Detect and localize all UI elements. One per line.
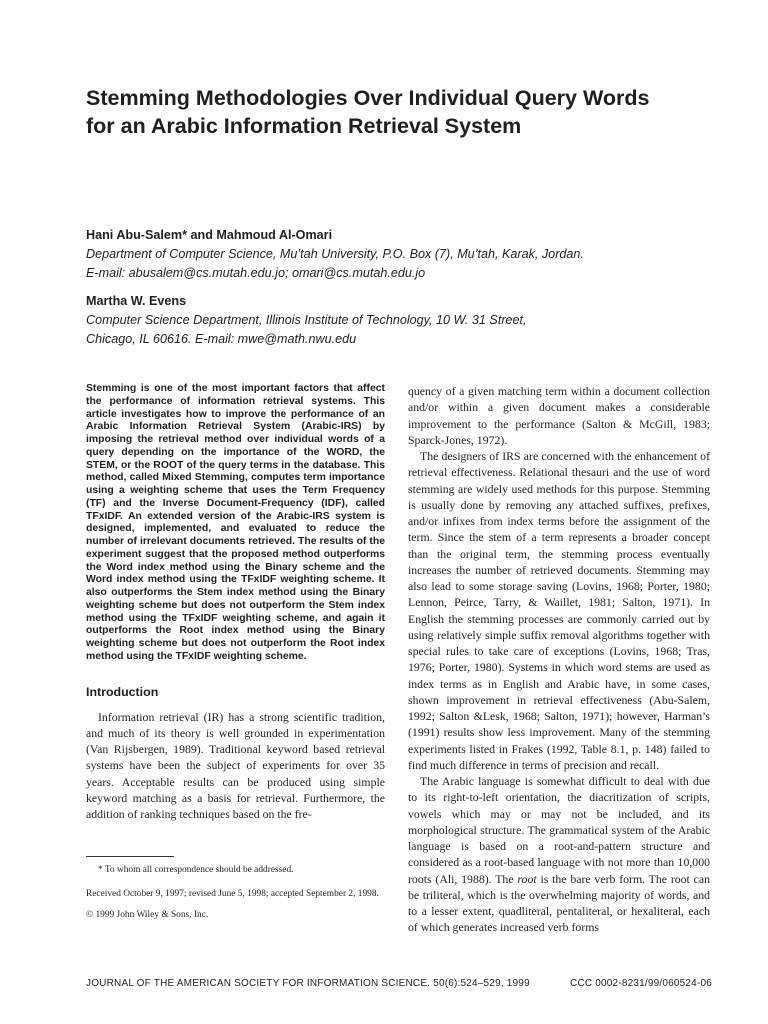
footnote-correspondence: * To whom all correspondence should be addressed. xyxy=(98,865,294,875)
footnotes xyxy=(86,864,385,930)
right-paragraph-2: The designers of IRS are concerned with the enhancement of retrieval effectiveness. Relational thesauri and the use of word stemming are widely used methods for this purpose. Stemming is usually done by removing any attached suffixes, prefixes, and/or infixes from index terms before the assignment of the term. Since the stem of a term represents a broader concept than the original term, the stemming process eventually increases the number of retrieved documents. Stemming may also lead to some storage saving (Lovins, 1968; Porter, 1980; Lennon, Peirce, Tarry, & Waillet, 1981; Salton, 1971). In English the stemming processes are commonly carried out by using relatively simple suffix removal algorithms together with special rules to take care of exceptions (Lovins, 1968; Tras, 1976; Porter, 1980). Systems in which word stems are used as index terms as in English and Arabic have, in some cases, shown improvement in retrieval effectiveness (Abu-Salem, 1992; Salton &Lesk, 1968; Salton, 1971); however, Harman’s (1991) results show less improvement. Many of the stemming experiments listed in Frakes (1992, Table 8.1, p. 148) failed to find much difference in terms of precision and recall. xyxy=(408,449,710,772)
author-names-1: Hani Abu-Salem* and Mahmoud Al-Omari xyxy=(86,228,333,242)
right-paragraph-1: quency of a given matching term within a document collection and/or within a given document makes a considerable improvement to the performance (Salton & McGill, 1983; Sparck-Jones, 1972). xyxy=(408,384,710,447)
email-1: E-mail: abusalem@cs.mutah.edu.jo; omari@cs.mutah.edu.jo xyxy=(86,266,426,280)
title-line-2: for an Arabic Information Retrieval System xyxy=(86,114,522,138)
para3-text-b: is the bare verb form. The root can be triliteral, which is the overwhelming majority of words, and to a lesser extent, quadliteral, pentaliteral, or hexaliteral, each of which generates increased verb forms xyxy=(408,871,711,935)
affiliation-2-cont: Chicago, IL 60616. E-mail: mwe@math.nwu.edu xyxy=(86,332,357,346)
right-paragraph-3 xyxy=(408,773,710,936)
title-line-1: Stemming Methodologies Over Individual Query Words xyxy=(86,86,650,110)
affiliation-2: Computer Science Department, Illinois Institute of Technology, 10 W. 31 Street, xyxy=(86,313,527,327)
footer-journal: JOURNAL OF THE AMERICAN SOCIETY FOR INFORMATION SCIENCE. 50(6):524–529, 1999 xyxy=(86,978,530,989)
author-names-2: Martha W. Evens xyxy=(86,294,187,308)
footnote-received: Received October 9, 1997; revised June 5, 1998; accepted September 2, 1998. xyxy=(86,889,379,899)
footnote-rule xyxy=(86,856,174,857)
para3-root-italic: root xyxy=(517,871,537,886)
intro-paragraph: Information retrieval (IR) has a strong scientific tradition, and much of its theory is well grounded in experimentation (Van Rijsbergen, 1989). Traditional keyword based retrieval systems have been the subject of experiments for over 35 years. Acceptable results can be produced using simple keyword matching as a basis for retrieval. Furthermore, the addition of ranking techniques based on the fre- xyxy=(86,709,385,821)
para3-text-a: The Arabic language is somewhat difficult to deal with due to its right-to-left orientation, the diacritization of scripts, vowels which may or may not be included, and its morphological structure. The grammatical system of the Arabic language is based on a root-and-pattern structure and considered as a root-based language with not more than 10,000 roots (Ali, 1988). The xyxy=(408,774,710,886)
footer-ccc: CCC 0002-8231/99/060524-06 xyxy=(570,978,712,989)
abstract: Stemming is one of the most important factors that affect the performance of information retrieval systems. This article investigates how to improve the performance of an Arabic Information Retrieval System (Arabic-IRS) by imposing the retrieval method over individual words of a query depending on the importance of the WORD, the STEM, or the ROOT of the query terms in the database. This method, called Mixed Stemming, computes term importance using a weighting scheme that uses the Term Frequency (TF) and the Inverse Document-Frequency (IDF), called TFxIDF. An extended version of the Arabic-IRS system is designed, implemented, and evaluated to reduce the number of irrelevant documents retrieved. The results of the experiment suggest that the proposed method outperforms the Word index method using the Binary scheme and the Word index method using the TFxIDF weighting scheme. It also outperforms the Stem index method using the Binary weighting scheme but does not outperform the Stem index method using the TFxIDF weighting scheme, and again it outperforms the Root index method using the Binary weighting scheme but does not outperform the Root index method using the TFxIDF weighting scheme. xyxy=(86,383,385,662)
author-block xyxy=(86,226,726,349)
affiliation-1: Department of Computer Science, Mu’tah University, P.O. Box (7), Mu’tah, Karak, Jordan. xyxy=(86,247,584,261)
author-group-2 xyxy=(86,292,726,349)
page-footer xyxy=(86,978,712,989)
right-column xyxy=(408,383,710,936)
paper-title xyxy=(86,84,726,140)
footnote-copyright: © 1999 John Wiley & Sons, Inc. xyxy=(86,910,209,920)
left-column xyxy=(86,383,385,822)
section-heading-introduction: Introduction xyxy=(86,684,159,699)
